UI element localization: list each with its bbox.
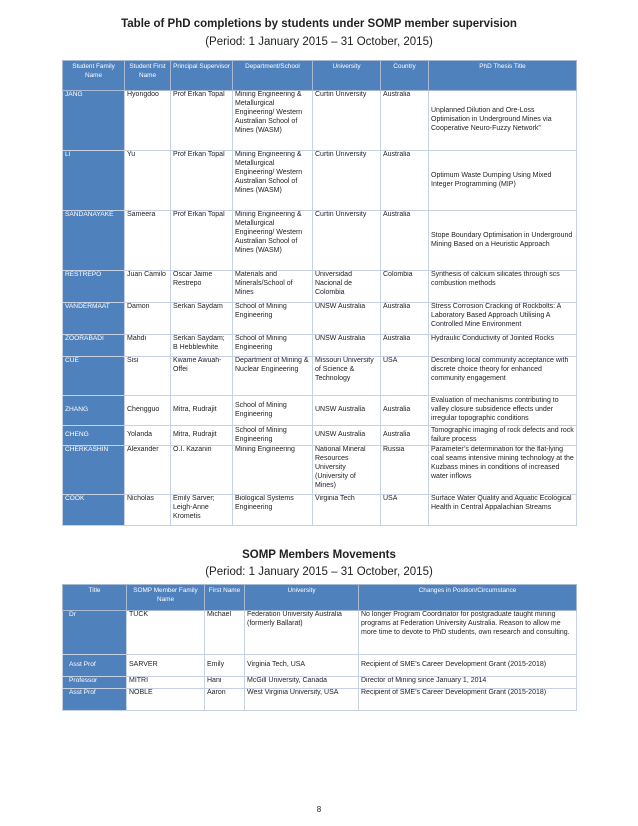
university: UNSW Australia: [313, 426, 381, 446]
department-school: Materials and Minerals/School of Mines: [233, 271, 313, 303]
table-row: [63, 211, 577, 271]
student-first-name: Yolanda: [125, 426, 171, 446]
student-first-name: Alexander: [125, 446, 171, 495]
department-school: Mining Engineering & Metallurgical Engineering/ Western Australian School of Mines (WASM): [233, 151, 313, 211]
student-family-name: ZOORABADI: [63, 335, 125, 357]
university: UNSW Australia: [313, 303, 381, 335]
principal-supervisor: Serkan Saydam: [171, 303, 233, 335]
member-family-name: MITRI: [127, 677, 205, 689]
phd-table-header-row: [63, 61, 577, 91]
thesis-title: Describing local community acceptance with discrete choice theory for enhanced community engagement: [429, 357, 577, 396]
university: National Mineral Resources University (University of Mines): [313, 446, 381, 495]
member-first-name: Emily: [205, 655, 245, 677]
thesis-title: Hydraulic Conductivity of Jointed Rocks: [429, 335, 577, 357]
page-number: 8: [316, 805, 322, 814]
column-header: Principal Supervisor: [171, 61, 233, 91]
student-first-name: Hyongdoo: [125, 91, 171, 151]
department-school: School of Mining Engineering: [233, 303, 313, 335]
column-header: First Name: [205, 585, 245, 611]
member-family-name: NOBLE: [127, 689, 205, 711]
country: USA: [381, 495, 429, 526]
department-school: Mining Engineering: [233, 446, 313, 495]
principal-supervisor: Kwame Awuah-Offei: [171, 357, 233, 396]
university: Curtin University: [313, 211, 381, 271]
thesis-title: Stress Corrosion Cracking of Rockbolts: A Laboratory Based Approach Utilising A Controlled Mine Environment: [429, 303, 577, 335]
table-row: [63, 446, 577, 495]
table-row: [63, 611, 577, 655]
country: Colombia: [381, 271, 429, 303]
department-school: Mining Engineering & Metallurgical Engineering/ Western Australian School of Mines (WASM): [233, 91, 313, 151]
member-university: McGill University, Canada: [245, 677, 359, 689]
principal-supervisor: Oscar Jaime Restrepo: [171, 271, 233, 303]
principal-supervisor: Mitra, Rudrajit: [171, 426, 233, 446]
position-change: Recipient of SME’s Career Development Grant (2015-2018): [359, 655, 577, 677]
department-school: Department of Mining & Nuclear Engineering: [233, 357, 313, 396]
country: Australia: [381, 426, 429, 446]
principal-supervisor: Emily Sarver; Leigh-Anne Krometis: [171, 495, 233, 526]
student-family-name: VANDERMAAT: [63, 303, 125, 335]
column-header: Title: [63, 585, 127, 611]
principal-supervisor: Serkan Saydam; B Hebblewhite: [171, 335, 233, 357]
principal-supervisor: Prof Erkan Topal: [171, 91, 233, 151]
phd-table-title: Table of PhD completions by students under SOMP member supervision: [121, 18, 517, 30]
principal-supervisor: Mitra, Rudrajit: [171, 396, 233, 426]
department-school: School of Mining Engineering: [233, 426, 313, 446]
movements-table-title: SOMP Members Movements: [242, 549, 396, 561]
country: Australia: [381, 303, 429, 335]
table-row: [63, 303, 577, 335]
column-header: Student First Name: [125, 61, 171, 91]
position-change: Recipient of SME’s Career Development Grant (2015-2018): [359, 689, 577, 711]
column-header: Country: [381, 61, 429, 91]
table-row: [63, 357, 577, 396]
table-row: [63, 426, 577, 446]
principal-supervisor: Prof Erkan Topal: [171, 211, 233, 271]
university: Curtin University: [313, 91, 381, 151]
student-family-name: RESTREPO: [63, 271, 125, 303]
student-first-name: Chengguo: [125, 396, 171, 426]
member-university: Federation University Australia (formerly Ballarat): [245, 611, 359, 655]
university: Virginia Tech: [313, 495, 381, 526]
department-school: School of Mining Engineering: [233, 396, 313, 426]
column-header: Student Family Name: [63, 61, 125, 91]
department-school: School of Mining Engineering: [233, 335, 313, 357]
table-row: [63, 396, 577, 426]
thesis-title: Tomographic imaging of rock defects and rock failure process: [429, 426, 577, 446]
student-family-name: CHENG: [63, 426, 125, 446]
student-first-name: Sisi: [125, 357, 171, 396]
student-first-name: Nicholas: [125, 495, 171, 526]
member-title: Professor: [63, 677, 127, 689]
student-first-name: Sameera: [125, 211, 171, 271]
thesis-title: Stope Boundary Optimisation in Underground Mining Based on a Heuristic Approach: [429, 211, 577, 271]
thesis-title: Synthesis of calcium silicates through scs combustion methods: [429, 271, 577, 303]
member-university: West Virginia University, USA: [245, 689, 359, 711]
position-change: No longer Program Coordinator for postgraduate taught mining programs at Federation University Australia. Reason to allow me more time to devote to PhD students, own research and consulting.: [359, 611, 577, 655]
column-header: University: [245, 585, 359, 611]
student-first-name: Mahdi: [125, 335, 171, 357]
column-header: SOMP Member Family Name: [127, 585, 205, 611]
table-row: [63, 335, 577, 357]
country: Australia: [381, 335, 429, 357]
student-first-name: Yu: [125, 151, 171, 211]
student-family-name: ZHANG: [63, 396, 125, 426]
thesis-title: Unplanned Dilution and Ore-Loss Optimisation in Underground Mines via Cooperative Neuro-Fuzzy Network”: [429, 91, 577, 151]
thesis-title: Optimum Waste Dumping Using Mixed Integer Programming (MIP): [429, 151, 577, 211]
table-row: [63, 91, 577, 151]
country: Australia: [381, 211, 429, 271]
thesis-title: Surface Water Quality and Aquatic Ecological Health in Central Appalachian Streams: [429, 495, 577, 526]
member-family-name: SARVER: [127, 655, 205, 677]
column-header: University: [313, 61, 381, 91]
member-university: Virginia Tech, USA: [245, 655, 359, 677]
member-first-name: Hani: [205, 677, 245, 689]
member-first-name: Michael: [205, 611, 245, 655]
university: Universidad Nacional de Colombia: [313, 271, 381, 303]
department-school: Mining Engineering & Metallurgical Engineering/ Western Australian School of Mines (WASM): [233, 211, 313, 271]
table-row: [63, 271, 577, 303]
table-row: [63, 495, 577, 526]
column-header: Department/School: [233, 61, 313, 91]
table-row: [63, 689, 577, 711]
country: Australia: [381, 396, 429, 426]
university: UNSW Australia: [313, 335, 381, 357]
somp-members-movements-table: [62, 584, 577, 711]
country: Australia: [381, 91, 429, 151]
table-row: [63, 677, 577, 689]
department-school: Biological Systems Engineering: [233, 495, 313, 526]
member-family-name: TUCK: [127, 611, 205, 655]
member-title: Asst Prof: [63, 655, 127, 677]
table-row: [63, 655, 577, 677]
position-change: Director of Mining since January 1, 2014: [359, 677, 577, 689]
student-family-name: COOK: [63, 495, 125, 526]
country: Russia: [381, 446, 429, 495]
university: UNSW Australia: [313, 396, 381, 426]
member-title: Asst Prof: [63, 689, 127, 711]
country: USA: [381, 357, 429, 396]
student-family-name: CHERKASHIN: [63, 446, 125, 495]
member-first-name: Aaron: [205, 689, 245, 711]
student-family-name: JANG: [63, 91, 125, 151]
movements-table-period: (Period: 1 January 2015 – 31 October, 2015): [205, 566, 433, 578]
column-header: Changes in Position/Circumstance: [359, 585, 577, 611]
university: Missouri University of Science & Technology: [313, 357, 381, 396]
phd-completions-table: [62, 60, 577, 526]
table-row: [63, 151, 577, 211]
student-first-name: Juan Camilo: [125, 271, 171, 303]
movements-table-header-row: [63, 585, 577, 611]
principal-supervisor: Prof Erkan Topal: [171, 151, 233, 211]
column-header: PhD Thesis Title: [429, 61, 577, 91]
thesis-title: Evaluation of mechanisms contributing to valley closure subsidence effects under irregular topographic conditions: [429, 396, 577, 426]
thesis-title: Parameter’s determination for the flat-lying coal seams intensive mining technology at the Kuzbass mines in conditions of increased water inflows: [429, 446, 577, 495]
student-family-name: CUE: [63, 357, 125, 396]
student-family-name: SANDANAYAKE: [63, 211, 125, 271]
phd-table-period: (Period: 1 January 2015 – 31 October, 2015): [205, 36, 433, 48]
member-title: Dr: [63, 611, 127, 655]
student-first-name: Damon: [125, 303, 171, 335]
country: Australia: [381, 151, 429, 211]
university: Curtin University: [313, 151, 381, 211]
principal-supervisor: O.I. Kazanin: [171, 446, 233, 495]
student-family-name: LI: [63, 151, 125, 211]
